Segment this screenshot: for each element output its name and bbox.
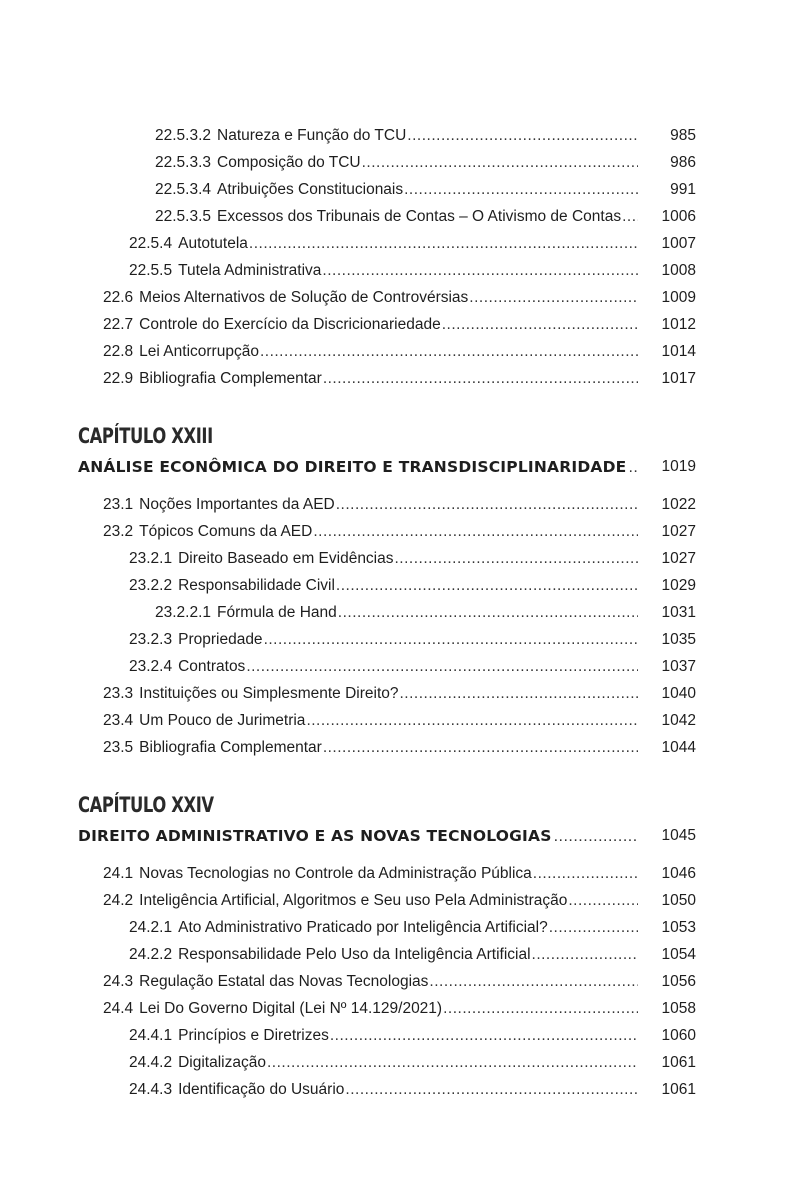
entry-number: 22.5.5 bbox=[129, 262, 173, 279]
entry-title: Tópicos Comuns da AED bbox=[139, 523, 313, 540]
dot-leader bbox=[400, 683, 639, 705]
entry-title: Composição do TCU bbox=[217, 154, 361, 171]
chapter-page: 1019 bbox=[661, 458, 696, 475]
entry-title: Autotutela bbox=[178, 235, 248, 252]
dot-leader bbox=[322, 260, 638, 282]
toc-entry bbox=[0, 206, 800, 228]
entry-title: Inteligência Artificial, Algoritmos e Seu uso Pela Administração bbox=[139, 892, 568, 909]
entry-number: 24.2 bbox=[103, 892, 134, 909]
toc-entry bbox=[0, 575, 800, 597]
entry-number: 22.9 bbox=[103, 370, 134, 387]
entry-title: Identificação do Usuário bbox=[178, 1081, 345, 1098]
entry-page: 1040 bbox=[661, 685, 696, 702]
dot-leader bbox=[345, 1079, 638, 1101]
dot-leader bbox=[338, 602, 638, 624]
toc-entry bbox=[0, 287, 800, 309]
toc-entry bbox=[0, 944, 800, 966]
toc-entry bbox=[0, 341, 800, 363]
entry-number: 24.4.3 bbox=[129, 1081, 173, 1098]
entry-number: 23.2.2.1 bbox=[155, 604, 212, 621]
entry-page: 991 bbox=[670, 181, 696, 198]
entry-page: 1009 bbox=[661, 289, 696, 306]
entry-number: 24.4 bbox=[103, 1000, 134, 1017]
entry-title: Um Pouco de Jurimetria bbox=[139, 712, 306, 729]
chapter-label: CAPÍTULO XXIV bbox=[78, 793, 214, 817]
dot-leader bbox=[554, 824, 638, 850]
dot-leader bbox=[362, 152, 638, 174]
chapter-title-row bbox=[78, 454, 718, 480]
entry-number: 22.5.4 bbox=[129, 235, 173, 252]
chapter-title: DIREITO ADMINISTRATIVO E AS NOVAS TECNOLOGIAS bbox=[78, 827, 552, 845]
entry-page: 1037 bbox=[661, 658, 696, 675]
entry-number: 23.1 bbox=[103, 496, 134, 513]
dot-leader bbox=[568, 890, 638, 912]
chapter-title-row bbox=[78, 823, 718, 849]
entry-page: 1056 bbox=[661, 973, 696, 990]
entry-title: Bibliografia Complementar bbox=[139, 370, 322, 387]
dot-leader bbox=[395, 548, 639, 570]
entry-number: 24.2.1 bbox=[129, 919, 173, 936]
toc-entry bbox=[0, 314, 800, 336]
toc-entry bbox=[0, 179, 800, 201]
dot-leader bbox=[469, 287, 638, 309]
entry-title: Responsabilidade Pelo Uso da Inteligência Artificial bbox=[178, 946, 531, 963]
entry-number: 23.2.2 bbox=[129, 577, 173, 594]
entry-number: 23.2.3 bbox=[129, 631, 173, 648]
entry-title: Noções Importantes da AED bbox=[139, 496, 335, 513]
entry-page: 1035 bbox=[661, 631, 696, 648]
toc-entry bbox=[0, 368, 800, 390]
toc-entry bbox=[0, 233, 800, 255]
toc-entry bbox=[0, 863, 800, 885]
entry-page: 1008 bbox=[661, 262, 696, 279]
dot-leader bbox=[442, 314, 638, 336]
dot-leader bbox=[249, 233, 638, 255]
toc-entry bbox=[0, 971, 800, 993]
toc-entry bbox=[0, 548, 800, 570]
toc-entry bbox=[0, 656, 800, 678]
entry-number: 22.5.3.2 bbox=[155, 127, 212, 144]
toc-entry bbox=[0, 737, 800, 759]
dot-leader bbox=[407, 125, 638, 147]
entry-page: 1012 bbox=[661, 316, 696, 333]
entry-title: Responsabilidade Civil bbox=[178, 577, 335, 594]
entry-number: 24.1 bbox=[103, 865, 134, 882]
entry-page: 1014 bbox=[661, 343, 696, 360]
dot-leader bbox=[336, 494, 638, 516]
entry-number: 22.8 bbox=[103, 343, 134, 360]
entry-number: 24.4.1 bbox=[129, 1027, 173, 1044]
entry-number: 23.2.1 bbox=[129, 550, 173, 567]
entry-page: 1061 bbox=[661, 1081, 696, 1098]
toc-entry bbox=[0, 260, 800, 282]
entry-page: 1029 bbox=[661, 577, 696, 594]
dot-leader bbox=[404, 179, 638, 201]
entry-number: 24.3 bbox=[103, 973, 134, 990]
dot-leader bbox=[549, 917, 638, 939]
entry-page: 1050 bbox=[661, 892, 696, 909]
toc-entry bbox=[0, 1079, 800, 1101]
dot-leader bbox=[323, 737, 638, 759]
toc-entry bbox=[0, 1025, 800, 1047]
toc-entry bbox=[0, 1052, 800, 1074]
entry-title: Tutela Administrativa bbox=[178, 262, 322, 279]
entry-page: 1060 bbox=[661, 1027, 696, 1044]
entry-page: 1046 bbox=[661, 865, 696, 882]
entry-title: Fórmula de Hand bbox=[217, 604, 337, 621]
entry-title: Controle do Exercício da Discricionariedade bbox=[139, 316, 441, 333]
entry-page: 1006 bbox=[661, 208, 696, 225]
entry-page: 986 bbox=[670, 154, 696, 171]
entry-number: 22.5.3.3 bbox=[155, 154, 212, 171]
entry-page: 1031 bbox=[661, 604, 696, 621]
dot-leader bbox=[306, 710, 638, 732]
dot-leader bbox=[443, 998, 638, 1020]
entry-page: 1022 bbox=[661, 496, 696, 513]
entry-page: 1017 bbox=[661, 370, 696, 387]
dot-leader bbox=[246, 656, 638, 678]
toc-entry bbox=[0, 152, 800, 174]
entry-page: 985 bbox=[670, 127, 696, 144]
dot-leader bbox=[313, 521, 638, 543]
chapter-page: 1045 bbox=[661, 827, 696, 844]
toc-entry bbox=[0, 521, 800, 543]
toc-entry bbox=[0, 890, 800, 912]
toc-entry bbox=[0, 125, 800, 147]
entry-page: 1027 bbox=[661, 523, 696, 540]
entry-title: Excessos dos Tribunais de Contas – O Ativismo de Contas bbox=[217, 208, 622, 225]
entry-number: 23.2.4 bbox=[129, 658, 173, 675]
entry-number: 23.3 bbox=[103, 685, 134, 702]
entry-page: 1053 bbox=[661, 919, 696, 936]
entry-title: Novas Tecnologias no Controle da Administração Pública bbox=[139, 865, 532, 882]
entry-page: 1027 bbox=[661, 550, 696, 567]
toc-entry bbox=[0, 917, 800, 939]
entry-number: 22.6 bbox=[103, 289, 134, 306]
entry-number: 22.5.3.4 bbox=[155, 181, 212, 198]
dot-leader bbox=[323, 368, 638, 390]
entry-page: 1044 bbox=[661, 739, 696, 756]
entry-number: 24.4.2 bbox=[129, 1054, 173, 1071]
entry-title: Princípios e Diretrizes bbox=[178, 1027, 329, 1044]
entry-title: Contratos bbox=[178, 658, 246, 675]
entry-title: Propriedade bbox=[178, 631, 263, 648]
toc-entry bbox=[0, 710, 800, 732]
entry-title: Direito Baseado em Evidências bbox=[178, 550, 394, 567]
entry-title: Natureza e Função do TCU bbox=[217, 127, 407, 144]
entry-number: 23.2 bbox=[103, 523, 134, 540]
entry-number: 23.4 bbox=[103, 712, 134, 729]
toc-entry bbox=[0, 602, 800, 624]
entry-title: Meios Alternativos de Solução de Controvérsias bbox=[139, 289, 469, 306]
dot-leader bbox=[429, 971, 638, 993]
chapter-title: ANÁLISE ECONÔMICA DO DIREITO E TRANSDISCIPLINARIDADE bbox=[78, 458, 627, 476]
entry-number: 22.5.3.5 bbox=[155, 208, 212, 225]
entry-title: Lei Anticorrupção bbox=[139, 343, 259, 360]
dot-leader bbox=[330, 1025, 638, 1047]
entry-title: Instituições ou Simplesmente Direito? bbox=[139, 685, 399, 702]
entry-title: Digitalização bbox=[178, 1054, 266, 1071]
entry-page: 1058 bbox=[661, 1000, 696, 1017]
dot-leader bbox=[260, 341, 638, 363]
entry-title: Ato Administrativo Praticado por Inteligência Artificial? bbox=[178, 919, 548, 936]
dot-leader bbox=[533, 863, 638, 885]
entry-title: Atribuições Constitucionais bbox=[217, 181, 404, 198]
toc-entry bbox=[0, 494, 800, 516]
entry-page: 1042 bbox=[661, 712, 696, 729]
toc-entry bbox=[0, 683, 800, 705]
entry-number: 24.2.2 bbox=[129, 946, 173, 963]
entry-title: Lei Do Governo Digital (Lei Nº 14.129/2021) bbox=[139, 1000, 443, 1017]
dot-leader bbox=[264, 629, 638, 651]
entry-page: 1054 bbox=[661, 946, 696, 963]
dot-leader bbox=[336, 575, 638, 597]
entry-number: 22.7 bbox=[103, 316, 134, 333]
toc-entry bbox=[0, 629, 800, 651]
dot-leader bbox=[267, 1052, 638, 1074]
entry-page: 1061 bbox=[661, 1054, 696, 1071]
entry-page: 1007 bbox=[661, 235, 696, 252]
entry-title: Bibliografia Complementar bbox=[139, 739, 322, 756]
toc-entry bbox=[0, 998, 800, 1020]
chapter-label: CAPÍTULO XXIII bbox=[78, 424, 213, 448]
entry-number: 23.5 bbox=[103, 739, 134, 756]
dot-leader bbox=[532, 944, 638, 966]
entry-title: Regulação Estatal das Novas Tecnologias bbox=[139, 973, 429, 990]
